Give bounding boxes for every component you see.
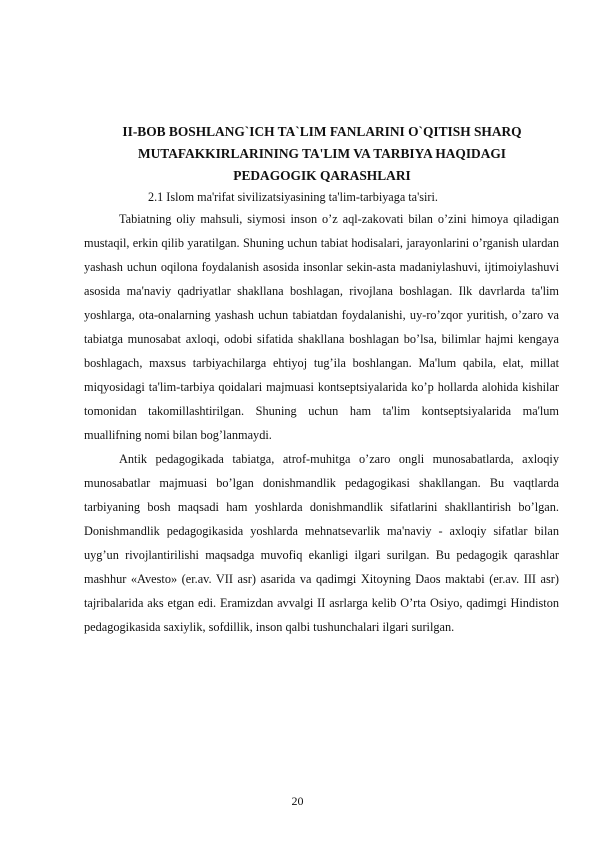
body-text	[84, 207, 559, 639]
chapter-heading-line-2: MUTAFAKKIRLARINING TA'LIM VA TARBIYA HAQIDAGI	[137, 146, 507, 161]
paragraph: Antik pedagogikada tabiatga, atrof-muhitga o’zaro ongli munosabatlarda, axloqiy munosabatlar majmuasi bo’lgan donishmandlik pedagogikasi shakllangan. Bu vaqtlarda tarbiyaning bosh maqsadi ham yoshlarda donishmandlik sifatlarini shakllantirish bo’lgan. Donishmandlik pedagogikasida yoshlarda mehnatsevarlik ma'naviy - axloqiy sifatlar bilan uyg’un rivojlantirilishi maqsadga muvofiq ekanligi ilgari surilgan. Bu pedagogik qarashlar mashhur «Avesto» (er.av. VII asr) asarida va qadimgi Xitoyning Daos maktabi (er.av. III asr) tajribalarida aks etgan edi. Eramizdan avvalgi II asrlarga kelib O’rta Osiyo, qadimgi Hindiston pedagogikasida saxiylik, sofdillik, inson qalbi tushunchalari ilgari surilgan.	[84, 452, 559, 634]
chapter-heading	[84, 121, 560, 187]
section-subheading: 2.1 Islom ma'rifat sivilizatsiyasining ta'lim-tarbiyaga ta'siri.	[148, 190, 438, 204]
paragraph: Tabiatning oliy mahsuli, siymosi inson o’z aql-zakovati bilan o’zini himoya qiladigan mustaqil, erkin qilib yaratilgan. Shuning uchun tabiat hodisalari, jarayonlarini o’rganish ulardan yashash uchun oqilona foydalanish asosida insonlar sekin-asta madaniylashuvi, ijtimoiylashuvi asosida ma'naviy qadriyatlar shakllana boshlagan, rivojlana boshlagan. Ilk davrlarda ta'lim yoshlarga, ota-onalarning yashash uchun tabiatdan foydalanishi, uy-ro’zqor yuritish, o’zaro va tabiatga munosabat axloqi, odobi sifatida shakllana boshlagan bo’lsa, bilimlar hajmi kengaya boshlagach, maxsus tarbiyachilarga ehtiyoj tug’ila boshlangan. Ma'lum qabila, elat, millat miqyosidagi ta'lim-tarbiya qoidalari majmuasi kontseptsiyalarida ko’p hollarda alohida kishilar tomonidan takomillashtirilgan. Shuning uchun ham ta'lim kontseptsiyalarida ma'lum muallifning nomi bilan bog’lanmaydi.	[84, 212, 559, 442]
chapter-heading-line-1: II-BOB BOSHLANG`ICH TA`LIM FANLARINI O`QITISH SHARQ	[122, 124, 522, 139]
chapter-heading-line-3: PEDAGOGIK QARASHLARI	[233, 168, 411, 183]
page-number: 20	[291, 794, 304, 808]
